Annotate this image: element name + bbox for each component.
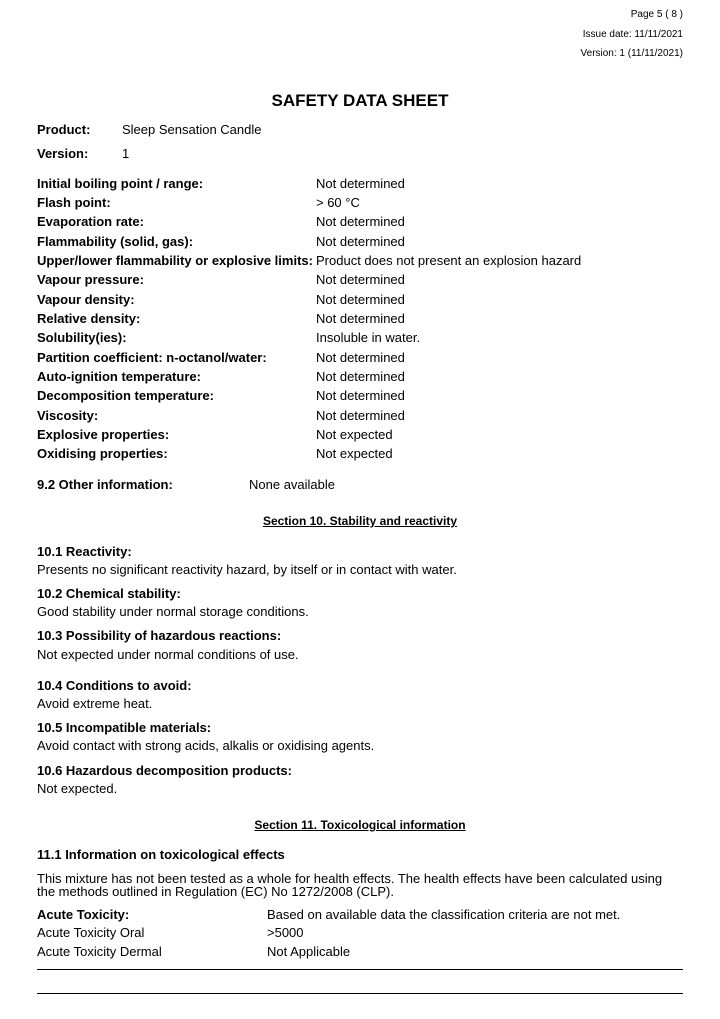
property-value: Product does not present an explosion hazard bbox=[316, 253, 582, 268]
subsection-text: Good stability under normal storage conditions. bbox=[37, 604, 309, 619]
property-value: Not determined bbox=[316, 388, 405, 403]
acute-toxicity-label: Acute Toxicity: bbox=[37, 907, 130, 922]
subsection-text: Not expected. bbox=[37, 781, 118, 796]
acute-toxicity-dermal-label: Acute Toxicity Dermal bbox=[37, 944, 162, 959]
subsection-heading: 10.3 Possibility of hazardous reactions: bbox=[37, 628, 282, 643]
property-value: Not determined bbox=[316, 176, 405, 191]
property-value: Not expected bbox=[316, 427, 393, 442]
property-label: Oxidising properties: bbox=[37, 446, 168, 461]
acute-toxicity-oral-label: Acute Toxicity Oral bbox=[37, 925, 145, 940]
property-label: Auto-ignition temperature: bbox=[37, 369, 201, 384]
property-value: Not determined bbox=[316, 214, 405, 229]
subsection-text: Avoid extreme heat. bbox=[37, 696, 153, 711]
subsection-heading: 10.1 Reactivity: bbox=[37, 544, 132, 559]
product-label: Product: bbox=[37, 122, 91, 137]
property-value: Not determined bbox=[316, 408, 405, 423]
property-value: Not determined bbox=[316, 311, 405, 326]
page-number: Page 5 ( 8 ) bbox=[630, 9, 683, 20]
footer-divider bbox=[37, 969, 683, 970]
property-label: Flammability (solid, gas): bbox=[37, 234, 194, 249]
property-label: Decomposition temperature: bbox=[37, 388, 214, 403]
property-label: Explosive properties: bbox=[37, 427, 170, 442]
property-label: Initial boiling point / range: bbox=[37, 176, 204, 191]
subsection-heading: 11.1 Information on toxicological effects bbox=[37, 847, 285, 862]
subsection-heading: 10.4 Conditions to avoid: bbox=[37, 678, 192, 693]
subsection-text: Presents no significant reactivity hazard, by itself or in contact with water. bbox=[37, 562, 457, 577]
section-11-heading: Section 11. Toxicological information bbox=[254, 818, 466, 832]
acute-toxicity-value: Based on available data the classification criteria are not met. bbox=[267, 907, 621, 922]
property-label: Vapour pressure: bbox=[37, 272, 144, 287]
acute-toxicity-oral-value: >5000 bbox=[267, 925, 304, 940]
subsection-heading: 10.6 Hazardous decomposition products: bbox=[37, 763, 292, 778]
subsection-heading: 10.5 Incompatible materials: bbox=[37, 720, 212, 735]
property-value: Not determined bbox=[316, 292, 405, 307]
property-label: Viscosity: bbox=[37, 408, 99, 423]
property-value: > 60 °C bbox=[316, 195, 360, 210]
other-info-label: 9.2 Other information: bbox=[37, 477, 173, 492]
property-value: Not determined bbox=[316, 272, 405, 287]
property-value: Insoluble in water. bbox=[316, 330, 421, 345]
property-value: Not determined bbox=[316, 234, 405, 249]
property-label: Relative density: bbox=[37, 311, 141, 326]
property-label: Evaporation rate: bbox=[37, 214, 144, 229]
property-label: Vapour density: bbox=[37, 292, 135, 307]
footer-divider bbox=[37, 993, 683, 994]
acute-toxicity-dermal-value: Not Applicable bbox=[267, 944, 351, 959]
section-10-heading: Section 10. Stability and reactivity bbox=[262, 514, 458, 528]
version-value: 1 bbox=[122, 146, 130, 161]
property-label: Flash point: bbox=[37, 195, 111, 210]
subsection-text: Avoid contact with strong acids, alkalis or oxidising agents. bbox=[37, 738, 375, 753]
version-label: Version: bbox=[37, 146, 89, 161]
property-value: Not determined bbox=[316, 369, 405, 384]
product-value: Sleep Sensation Candle bbox=[122, 122, 262, 137]
property-label: Upper/lower flammability or explosive limits: bbox=[37, 253, 313, 268]
issue-date: Issue date: 11/11/2021 bbox=[582, 29, 683, 40]
document-title: SAFETY DATA SHEET bbox=[271, 91, 449, 110]
property-label: Solubility(ies): bbox=[37, 330, 127, 345]
toxicology-paragraph: This mixture has not been tested as a whole for health effects. The health effects have been calculated using the methods outlined in Regulation (EC) No 1272/2008 (CLP). bbox=[37, 871, 663, 899]
property-value: Not determined bbox=[316, 350, 405, 365]
subsection-text: Not expected under normal conditions of use. bbox=[37, 647, 299, 662]
property-label: Partition coefficient: n-octanol/water: bbox=[37, 350, 267, 365]
document-version: Version: 1 (11/11/2021) bbox=[580, 48, 683, 59]
other-info-value: None available bbox=[249, 477, 336, 492]
property-value: Not expected bbox=[316, 446, 393, 461]
subsection-heading: 10.2 Chemical stability: bbox=[37, 586, 181, 601]
